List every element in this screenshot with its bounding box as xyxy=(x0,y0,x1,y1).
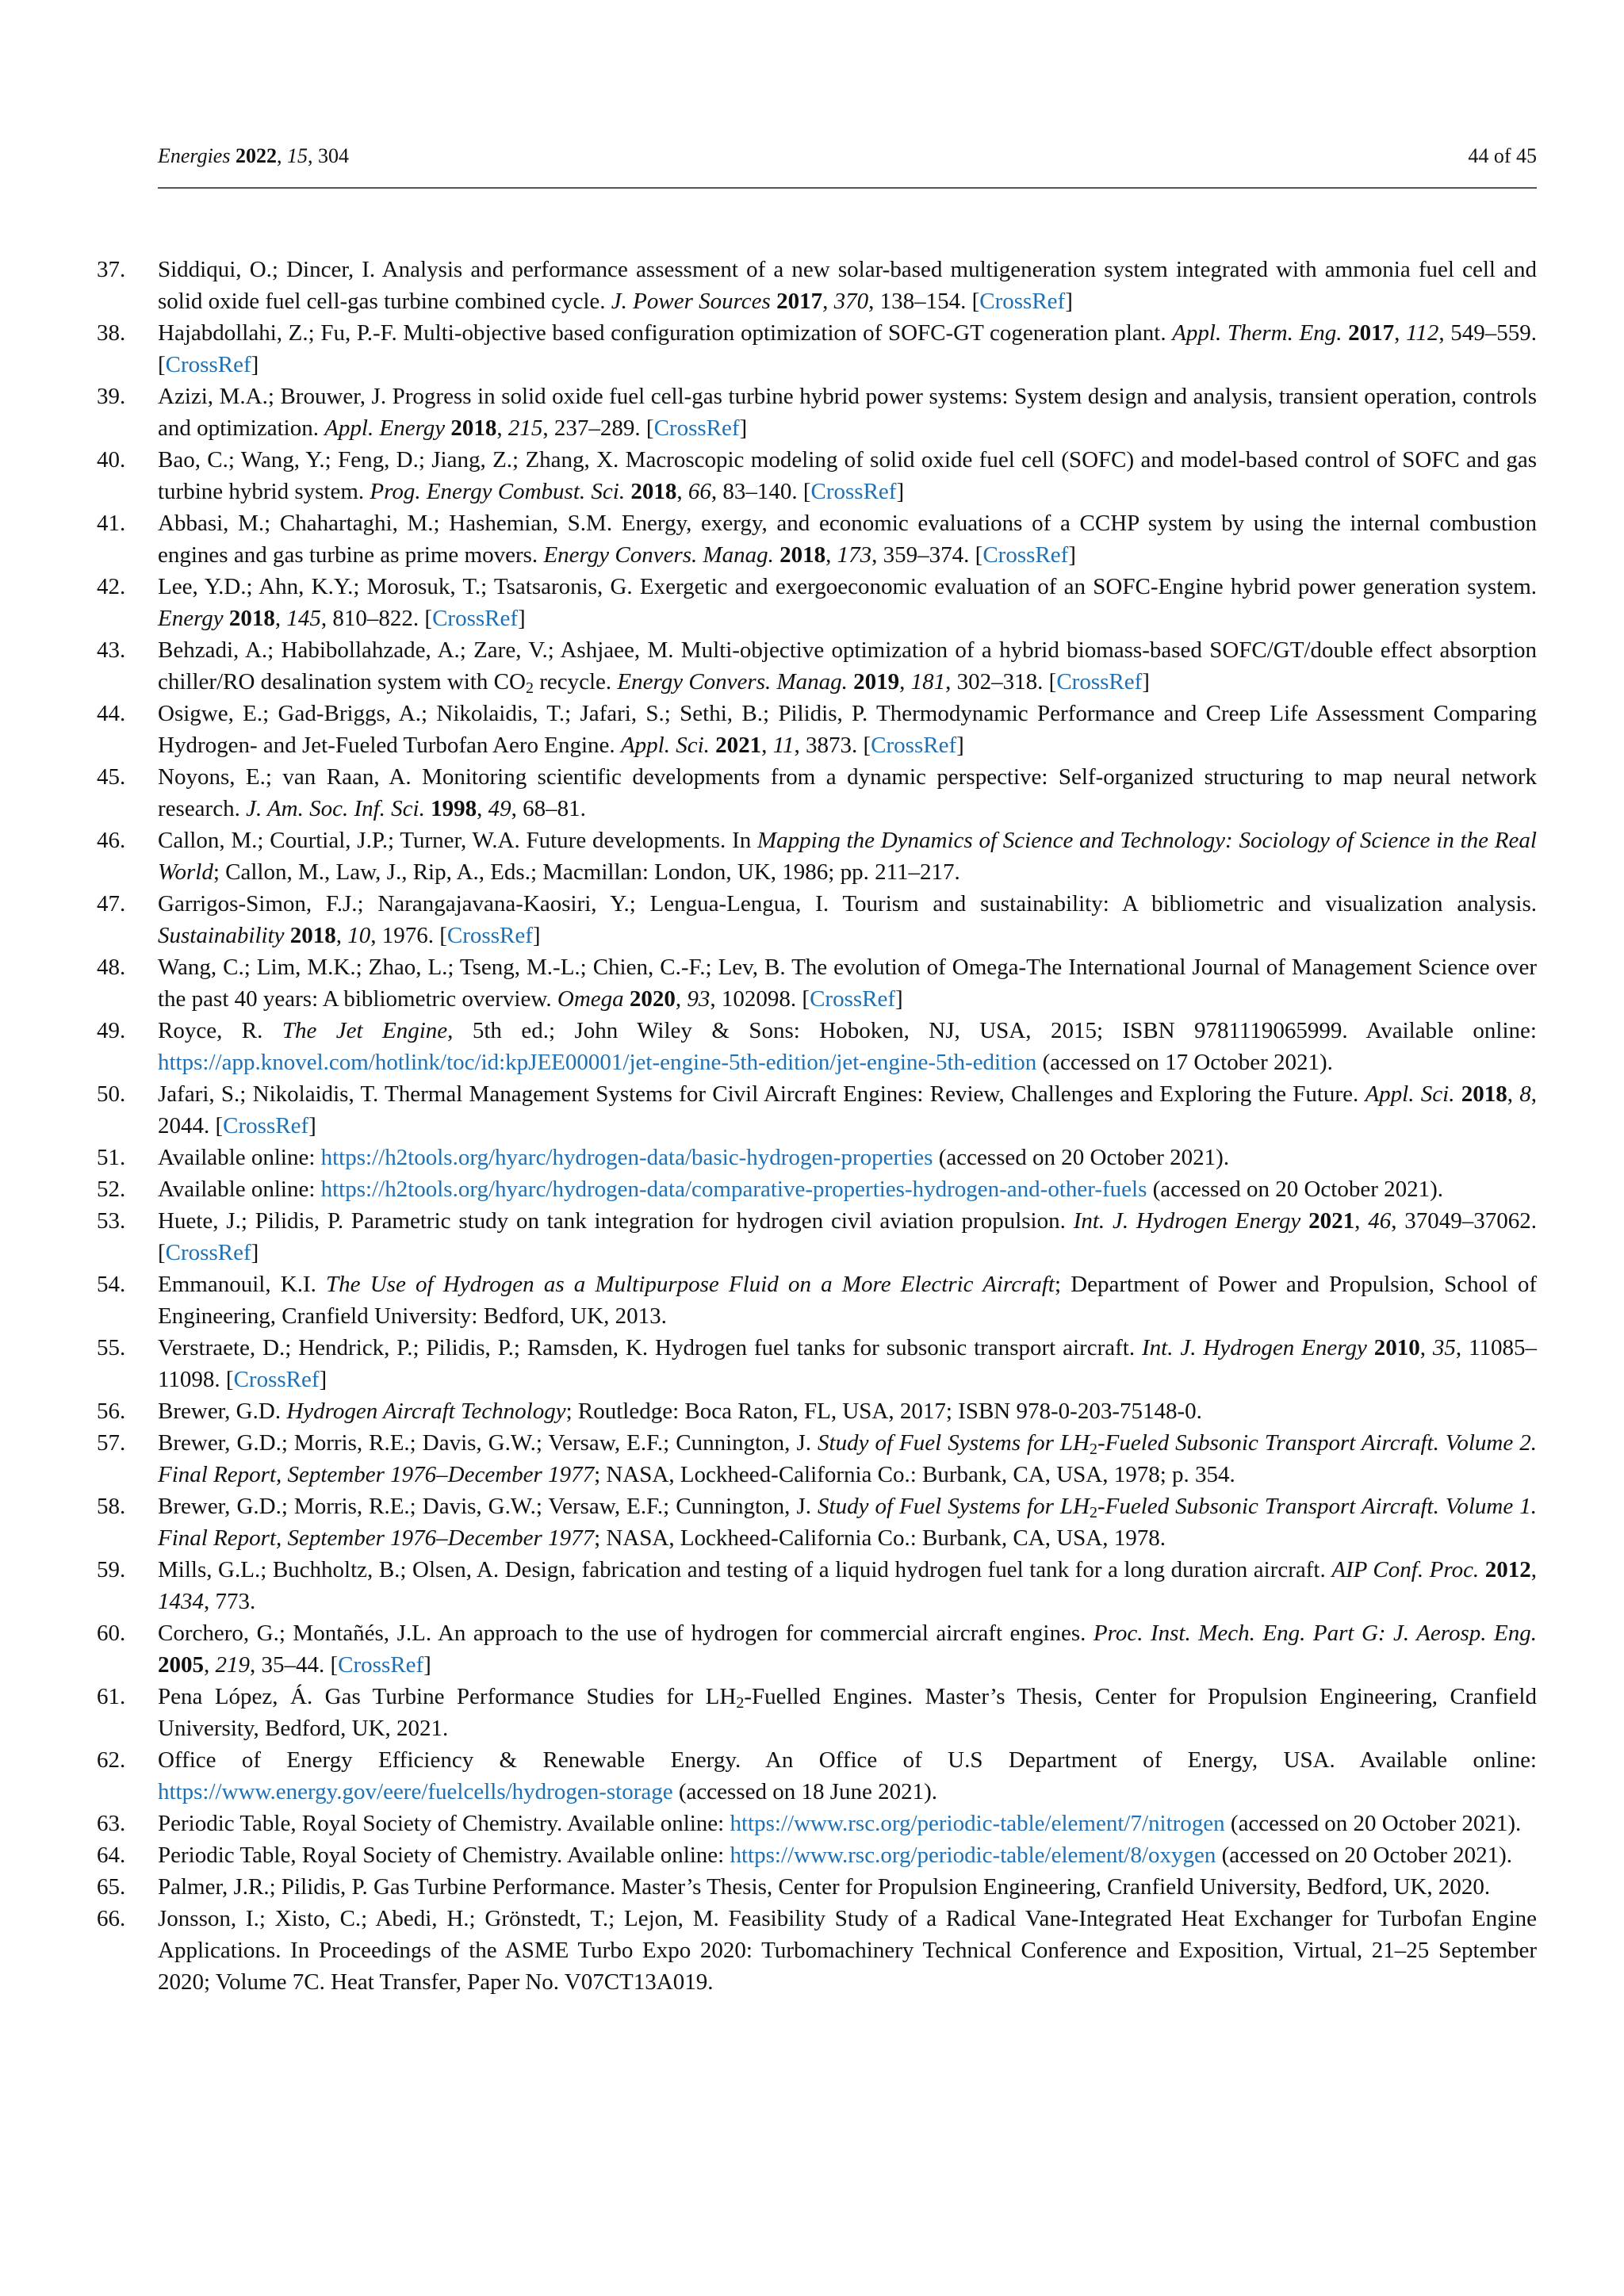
text-run: , 37049–37062. [ xyxy=(158,1208,1538,1265)
reference-text xyxy=(158,888,1537,951)
text-run: ; Department of Power and Propulsion, School of Engineering, Cranfield University: Bedford, UK, 2013. xyxy=(158,1272,1537,1329)
reference-text xyxy=(158,1173,1537,1205)
italic-text: 49 xyxy=(488,796,511,821)
text-run xyxy=(224,606,229,631)
subscript: 2 xyxy=(736,1694,745,1712)
text-run: Lee, Y.D.; Ahn, K.Y.; Morosuk, T.; Tsatsaronis, G. Exergetic and exergoeconomic evaluation of an SOFC-Engine hybrid power generation system. xyxy=(158,574,1537,599)
reference-text xyxy=(158,951,1537,1015)
italic-text: 145 xyxy=(286,606,321,631)
italic-text: 66 xyxy=(688,479,711,504)
crossref-link[interactable]: CrossRef xyxy=(653,415,740,441)
italic-text: Omega xyxy=(557,986,624,1012)
reference-item xyxy=(97,1681,1537,1744)
reference-number: 61. xyxy=(97,1684,126,1709)
url-link[interactable]: https://www.rsc.org/periodic-table/element/8/oxygen xyxy=(730,1843,1216,1868)
reference-number: 58. xyxy=(97,1494,126,1519)
text-run: Verstraete, D.; Hendrick, P.; Pilidis, P.; Ramsden, K. Hydrogen fuel tanks for subsonic transport aircraft. xyxy=(158,1335,1142,1360)
text-run: , 102098. [ xyxy=(710,986,810,1012)
reference-number: 55. xyxy=(97,1335,126,1360)
reference-text xyxy=(158,761,1537,825)
url-link[interactable]: https://h2tools.org/hyarc/hydrogen-data/basic-hydrogen-properties xyxy=(320,1145,933,1170)
italic-text: Appl. Sci. xyxy=(1365,1081,1455,1107)
text-run: recycle. xyxy=(533,669,618,695)
text-run: , 68–81. xyxy=(511,796,586,821)
text-run: ] xyxy=(319,1367,327,1392)
crossref-link[interactable]: CrossRef xyxy=(1056,669,1143,695)
reference-item xyxy=(97,1078,1537,1142)
italic-text: The Use of Hydrogen as a Multipurpose Fluid on a More Electric Aircraft xyxy=(326,1272,1055,1297)
reference-item xyxy=(97,1332,1537,1395)
reference-text xyxy=(158,1427,1537,1490)
header-rule xyxy=(158,187,1537,189)
text-run: Callon, M.; Courtial, J.P.; Turner, W.A. Future developments. In xyxy=(158,828,758,853)
text-run: , xyxy=(825,542,837,568)
reference-number: 47. xyxy=(97,891,126,916)
italic-text: 370 xyxy=(833,289,869,314)
reference-text xyxy=(158,1142,1537,1173)
text-run xyxy=(1367,1335,1374,1360)
reference-number: 56. xyxy=(97,1399,126,1424)
crossref-link[interactable]: CrossRef xyxy=(871,733,957,758)
reference-list xyxy=(97,254,1537,1998)
text-run: Osigwe, E.; Gad-Briggs, A.; Nikolaidis, T.; Jafari, S.; Sethi, B.; Pilidis, P. Thermodynamic Performance and Creep Life Assessment Comparing Hydrogen- and Jet-Fueled Turbofan Aero Engine. xyxy=(158,701,1537,758)
reference-text xyxy=(158,381,1537,444)
italic-text: Appl. Energy xyxy=(324,415,446,441)
reference-item xyxy=(97,698,1537,761)
text-run: Available online: xyxy=(158,1145,321,1170)
text-run: , 35–44. [ xyxy=(250,1652,339,1678)
url-link[interactable]: https://h2tools.org/hyarc/hydrogen-data/comparative-properties-hydrogen-and-other-fuels xyxy=(320,1177,1147,1202)
text-run: Brewer, G.D. xyxy=(158,1399,287,1424)
italic-text: Study of Fuel Systems for LH xyxy=(818,1494,1090,1519)
text-run xyxy=(1479,1557,1485,1582)
text-run: , 11085–11098. [ xyxy=(158,1335,1537,1392)
reference-text xyxy=(158,825,1537,888)
reference-number: 53. xyxy=(97,1208,126,1234)
reference-text xyxy=(158,317,1537,381)
reference-item xyxy=(97,1903,1537,1998)
text-run: ] xyxy=(739,415,748,441)
bold-text: 2018 xyxy=(228,606,275,631)
bold-text: 2017 xyxy=(776,289,823,314)
text-run xyxy=(1342,320,1348,346)
bold-text: 2020 xyxy=(629,986,676,1012)
text-run: , xyxy=(1507,1081,1520,1107)
page-header xyxy=(158,143,1537,187)
italic-text: Mapping the Dynamics of Science and Technology: Sociology of Science in the Real World xyxy=(158,828,1537,885)
text-run: , xyxy=(1354,1208,1369,1234)
text-run: Huete, J.; Pilidis, P. Parametric study on tank integration for hydrogen civil aviation propulsion. xyxy=(158,1208,1074,1234)
reference-item xyxy=(97,507,1537,571)
text-run: , 3873. [ xyxy=(794,733,871,758)
reference-item xyxy=(97,1839,1537,1871)
italic-text: Proc. Inst. Mech. Eng. Part G: J. Aerosp. Eng. xyxy=(1093,1621,1537,1646)
bold-text: 2005 xyxy=(158,1652,204,1678)
italic-text: 10 xyxy=(347,923,371,948)
text-run: (accessed on 20 October 2021). xyxy=(1216,1843,1513,1868)
bold-text: 2018 xyxy=(1461,1081,1507,1107)
text-run: (accessed on 20 October 2021). xyxy=(933,1145,1230,1170)
subscript: 2 xyxy=(525,679,534,697)
journal-year: 2022 xyxy=(235,144,277,167)
text-run: Royce, R. xyxy=(158,1018,282,1043)
text-run: Behzadi, A.; Habibollahzade, A.; Zare, V.; Ashjaee, M. Multi-objective optimization of a hybrid biomass-based SOFC/GT/double effect absorption chiller/RO desalination system with CO xyxy=(158,637,1537,695)
italic-text: AIP Conf. Proc. xyxy=(1331,1557,1480,1582)
italic-text: Study of Fuel Systems for LH xyxy=(818,1430,1090,1456)
text-run: , xyxy=(761,733,773,758)
italic-text: Int. J. Hydrogen Energy xyxy=(1141,1335,1367,1360)
text-run: ] xyxy=(896,479,905,504)
reference-number: 51. xyxy=(97,1145,126,1170)
crossref-link[interactable]: CrossRef xyxy=(223,1113,309,1138)
reference-item xyxy=(97,1205,1537,1269)
text-run: , xyxy=(496,415,508,441)
crossref-link[interactable]: CrossRef xyxy=(432,606,519,631)
italic-text: J. Am. Soc. Inf. Sci. xyxy=(246,796,425,821)
text-run: , xyxy=(274,606,287,631)
reference-number: 52. xyxy=(97,1177,126,1202)
italic-text: 112 xyxy=(1406,320,1439,346)
url-link[interactable]: https://app.knovel.com/hotlink/toc/id:kpJEE00001/jet-engine-5th-edition/jet-engine-5th-edition xyxy=(158,1050,1037,1075)
journal-citation: Energies 2022, 15, 304 xyxy=(158,144,349,167)
reference-item xyxy=(97,634,1537,698)
journal-volume: 15 xyxy=(286,144,308,167)
reference-text xyxy=(158,507,1537,571)
reference-item xyxy=(97,1269,1537,1332)
reference-item xyxy=(97,888,1537,951)
reference-item xyxy=(97,1744,1537,1808)
reference-text xyxy=(158,1744,1537,1808)
bold-text: 2021 xyxy=(715,733,762,758)
text-run: ; Callon, M., Law, J., Rip, A., Eds.; Macmillan: London, UK, 1986; pp. 211–217. xyxy=(213,859,960,885)
text-run: , xyxy=(204,1652,216,1678)
italic-text: Energy xyxy=(158,606,224,631)
reference-text xyxy=(158,1617,1537,1681)
text-run: , xyxy=(675,986,688,1012)
text-run: ] xyxy=(532,923,541,948)
text-run: , 302–318. [ xyxy=(945,669,1057,695)
bold-text: 2018 xyxy=(779,542,826,568)
reference-number: 43. xyxy=(97,637,126,663)
text-run: (accessed on 20 October 2021). xyxy=(1224,1811,1522,1836)
crossref-link[interactable]: CrossRef xyxy=(165,1240,251,1265)
crossref-link[interactable]: CrossRef xyxy=(338,1652,424,1678)
crossref-link[interactable]: CrossRef xyxy=(810,986,896,1012)
reference-number: 54. xyxy=(97,1272,126,1297)
text-run: , 773. xyxy=(204,1589,256,1614)
reference-text xyxy=(158,1332,1537,1395)
reference-item xyxy=(97,1871,1537,1903)
text-run: Siddiqui, O.; Dincer, I. Analysis and performance assessment of a new solar-based multigeneration system integrated with ammonia fuel cell and solid oxide fuel cell-gas turbine combined cycle. xyxy=(158,257,1537,314)
text-run: Mills, G.L.; Buchholtz, B.; Olsen, A. Design, fabrication and testing of a liquid hydrogen fuel tank for a long duration aircraft. xyxy=(158,1557,1332,1582)
bold-text: 2019 xyxy=(853,669,900,695)
reference-item xyxy=(97,254,1537,317)
text-run: ; NASA, Lockheed-California Co.: Burbank, CA, USA, 1978; p. 354. xyxy=(594,1462,1235,1487)
italic-text: 46 xyxy=(1368,1208,1392,1234)
italic-text: Hydrogen Aircraft Technology xyxy=(286,1399,566,1424)
reference-number: 41. xyxy=(97,511,126,536)
text-run: , xyxy=(335,923,348,948)
reference-number: 63. xyxy=(97,1811,126,1836)
reference-item xyxy=(97,1490,1537,1554)
reference-item xyxy=(97,1142,1537,1173)
italic-text: 181 xyxy=(910,669,946,695)
reference-number: 60. xyxy=(97,1621,126,1646)
reference-item xyxy=(97,951,1537,1015)
text-run: Hajabdollahi, Z.; Fu, P.-F. Multi-objective based configuration optimization of SOFC-GT cogeneration plant. xyxy=(158,320,1173,346)
reference-text xyxy=(158,1554,1537,1617)
text-run: ] xyxy=(251,352,259,377)
italic-text: Energy Convers. Manag. xyxy=(543,542,774,568)
text-run: , xyxy=(1530,1557,1537,1582)
bold-text: 2018 xyxy=(630,479,677,504)
text-run: ; Routledge: Boca Raton, FL, USA, 2017; ISBN 978-0-203-75148-0. xyxy=(565,1399,1202,1424)
bold-text: 2012 xyxy=(1484,1557,1531,1582)
text-run: ] xyxy=(251,1240,259,1265)
text-run: Palmer, J.R.; Pilidis, P. Gas Turbine Performance. Master’s Thesis, Center for Propulsion Engineering, Cranfield University, Bedford, UK, 2020. xyxy=(158,1874,1491,1900)
reference-item xyxy=(97,444,1537,507)
italic-text: Prog. Energy Combust. Sci. xyxy=(370,479,626,504)
text-run: , xyxy=(676,479,688,504)
bold-text: 2021 xyxy=(1308,1208,1355,1234)
text-run: Available online: xyxy=(158,1177,321,1202)
bold-text: 2018 xyxy=(450,415,497,441)
reference-item xyxy=(97,1427,1537,1490)
reference-item xyxy=(97,381,1537,444)
text-run: Emmanouil, K.I. xyxy=(158,1272,327,1297)
italic-text: Int. J. Hydrogen Energy xyxy=(1073,1208,1301,1234)
reference-text xyxy=(158,1395,1537,1427)
reference-number: 62. xyxy=(97,1747,126,1773)
reference-text xyxy=(158,444,1537,507)
text-run: Garrigos-Simon, F.J.; Narangajavana-Kaosiri, Y.; Lengua-Lengua, I. Tourism and sustainability: A bibliometric and visualization analysis. xyxy=(158,891,1537,916)
reference-item xyxy=(97,1173,1537,1205)
reference-number: 50. xyxy=(97,1081,126,1107)
text-run xyxy=(1300,1208,1308,1234)
reference-number: 46. xyxy=(97,828,126,853)
italic-text: Energy Convers. Manag. xyxy=(617,669,848,695)
italic-text: 11 xyxy=(772,733,795,758)
text-run: Wang, C.; Lim, M.K.; Zhao, L.; Tseng, M.-L.; Chien, C.-F.; Lev, B. The evolution of Omega-The International Journal of Management Science over the past 40 years: A bibliometric overview. xyxy=(158,955,1537,1012)
italic-text: -Fueled Subsonic Transport Aircraft. Volume 2. Final Report, September 1976–December 1977 xyxy=(158,1430,1537,1487)
reference-item xyxy=(97,1617,1537,1681)
reference-number: 57. xyxy=(97,1430,126,1456)
italic-text: J. Power Sources xyxy=(611,289,771,314)
article-number: 304 xyxy=(317,144,349,167)
text-run: , 810–822. [ xyxy=(320,606,433,631)
bold-text: 1998 xyxy=(431,796,477,821)
text-run: Brewer, G.D.; Morris, R.E.; Davis, G.W.; Versaw, E.F.; Cunnington, J. xyxy=(158,1494,818,1519)
url-link[interactable]: https://www.rsc.org/periodic-table/element/7/nitrogen xyxy=(730,1811,1225,1836)
page-number: 44 of 45 xyxy=(1468,144,1537,167)
reference-text xyxy=(158,634,1537,698)
subscript: 2 xyxy=(1089,1441,1097,1458)
crossref-link[interactable]: CrossRef xyxy=(982,542,1069,568)
text-run: Pena López, Á. Gas Turbine Performance Studies for LH xyxy=(158,1684,737,1709)
text-run: Periodic Table, Royal Society of Chemistry. Available online: xyxy=(158,1811,730,1836)
italic-text: 1434 xyxy=(158,1589,204,1614)
text-run: , 5th ed.; John Wiley & Sons: Hoboken, NJ, USA, 2015; ISBN 9781119065999. Available online: xyxy=(447,1018,1537,1043)
reference-text xyxy=(158,1903,1537,1998)
reference-number: 42. xyxy=(97,574,126,599)
text-run: Corchero, G.; Montañés, J.L. An approach to the use of hydrogen for commercial aircraft engines. xyxy=(158,1621,1094,1646)
crossref-link[interactable]: CrossRef xyxy=(165,352,251,377)
text-run: ; NASA, Lockheed-California Co.: Burbank, CA, USA, 1978. xyxy=(594,1525,1166,1551)
text-run: , 83–140. [ xyxy=(710,479,811,504)
subscript: 2 xyxy=(1089,1504,1097,1521)
text-run xyxy=(1454,1081,1461,1107)
text-run: Noyons, E.; van Raan, A. Monitoring scientific developments from a dynamic perspective: Self-organized structuring to map neural network research. xyxy=(158,764,1537,821)
text-run: , 359–374. [ xyxy=(871,542,983,568)
reference-text xyxy=(158,1205,1537,1269)
crossref-link[interactable]: CrossRef xyxy=(233,1367,320,1392)
bold-text: 2018 xyxy=(289,923,336,948)
reference-number: 38. xyxy=(97,320,126,346)
reference-text xyxy=(158,1078,1537,1142)
text-run: , 237–289. [ xyxy=(542,415,654,441)
reference-text xyxy=(158,1871,1537,1903)
text-run: Jafari, S.; Nikolaidis, T. Thermal Management Systems for Civil Aircraft Engines: Review, Challenges and Exploring the Future. xyxy=(158,1081,1365,1107)
reference-text xyxy=(158,1808,1537,1839)
italic-text: Appl. Sci. xyxy=(620,733,710,758)
italic-text: 8 xyxy=(1519,1081,1531,1107)
reference-number: 40. xyxy=(97,447,126,473)
reference-item xyxy=(97,317,1537,381)
text-run: Periodic Table, Royal Society of Chemistry. Available online: xyxy=(158,1843,730,1868)
italic-text: 173 xyxy=(837,542,872,568)
reference-item xyxy=(97,1015,1537,1078)
reference-number: 44. xyxy=(97,701,126,726)
text-run: , xyxy=(1419,1335,1433,1360)
text-run: -Fuelled Engines. Master’s Thesis, Center for Propulsion Engineering, Cranfield University, Bedford, UK, 2021. xyxy=(158,1684,1537,1741)
crossref-link[interactable]: CrossRef xyxy=(446,923,533,948)
reference-item xyxy=(97,571,1537,634)
bold-text: 2010 xyxy=(1373,1335,1420,1360)
text-run: ] xyxy=(1065,289,1073,314)
reference-item xyxy=(97,1808,1537,1839)
text-run: ] xyxy=(1068,542,1076,568)
reference-number: 65. xyxy=(97,1874,126,1900)
text-run xyxy=(624,986,630,1012)
text-run: Jonsson, I.; Xisto, C.; Abedi, H.; Grönstedt, T.; Lejon, M. Feasibility Study of a Radical Vane-Integrated Heat Exchanger for Turbofan Engine Applications. In Proceedings of the ASME Turbo Expo 2020: Turbomachinery Technical Conference and Exposition, Virtual, 21–25 September 2020; Volume 7C. Heat Transfer, Paper No. V07CT13A019. xyxy=(158,1906,1537,1995)
reference-text xyxy=(158,254,1537,317)
reference-number: 45. xyxy=(97,764,126,790)
text-run: , xyxy=(477,796,488,821)
text-run: ] xyxy=(1142,669,1150,695)
reference-number: 66. xyxy=(97,1906,126,1931)
text-run: , xyxy=(822,289,834,314)
bold-text: 2017 xyxy=(1348,320,1395,346)
italic-text: Appl. Therm. Eng. xyxy=(1172,320,1342,346)
italic-text: 93 xyxy=(687,986,710,1012)
text-run: Bao, C.; Wang, Y.; Feng, D.; Jiang, Z.; Zhang, X. Macroscopic modeling of solid oxide fuel cell (SOFC) and model-based control of SOFC and gas turbine hybrid system. xyxy=(158,447,1537,504)
text-run: , xyxy=(1394,320,1406,346)
reference-item xyxy=(97,1554,1537,1617)
reference-number: 39. xyxy=(97,384,126,409)
reference-text xyxy=(158,1839,1537,1871)
text-run: , 549–559. [ xyxy=(158,320,1537,377)
text-run: (accessed on 18 June 2021). xyxy=(672,1779,938,1804)
reference-item xyxy=(97,1395,1537,1427)
reference-text xyxy=(158,571,1537,634)
text-run: (accessed on 17 October 2021). xyxy=(1036,1050,1333,1075)
url-link[interactable]: https://www.energy.gov/eere/fuelcells/hydrogen-storage xyxy=(158,1779,673,1804)
reference-text xyxy=(158,1015,1537,1078)
text-run: , 138–154. [ xyxy=(868,289,980,314)
reference-text xyxy=(158,1681,1537,1744)
reference-text xyxy=(158,1490,1537,1554)
italic-text: 215 xyxy=(508,415,543,441)
text-run: , xyxy=(899,669,911,695)
text-run: Abbasi, M.; Chahartaghi, M.; Hashemian, S.M. Energy, exergy, and economic evaluations of a CCHP system by using the internal combustion engines and gas turbine as prime movers. xyxy=(158,511,1537,568)
reference-number: 59. xyxy=(97,1557,126,1582)
reference-number: 64. xyxy=(97,1843,126,1868)
text-run: ] xyxy=(956,733,964,758)
reference-item xyxy=(97,761,1537,825)
text-run: Azizi, M.A.; Brouwer, J. Progress in solid oxide fuel cell-gas turbine hybrid power systems: System design and analysis, transient operation, controls and optimization. xyxy=(158,384,1537,441)
text-run xyxy=(771,289,776,314)
text-run: (accessed on 20 October 2021). xyxy=(1147,1177,1444,1202)
text-run: ] xyxy=(895,986,903,1012)
italic-text: The Jet Engine xyxy=(282,1018,448,1043)
crossref-link[interactable]: CrossRef xyxy=(810,479,897,504)
text-run xyxy=(285,923,290,948)
text-run: ] xyxy=(423,1652,431,1678)
reference-number: 37. xyxy=(97,257,126,282)
crossref-link[interactable]: CrossRef xyxy=(979,289,1066,314)
reference-item xyxy=(97,825,1537,888)
reference-text xyxy=(158,698,1537,761)
text-run: ] xyxy=(308,1113,316,1138)
text-run: Office of Energy Efficiency & Renewable Energy. An Office of U.S Department of Energy, USA. Available online: xyxy=(158,1747,1537,1773)
text-run: ] xyxy=(518,606,526,631)
italic-text: 35 xyxy=(1432,1335,1456,1360)
italic-text: Sustainability xyxy=(158,923,285,948)
text-run: , 1976. [ xyxy=(370,923,447,948)
italic-text: -Fueled Subsonic Transport Aircraft. Volume 1. Final Report, September 1976–December 1977 xyxy=(158,1494,1537,1551)
italic-text: 219 xyxy=(215,1652,250,1678)
reference-number: 49. xyxy=(97,1018,126,1043)
reference-text xyxy=(158,1269,1537,1332)
reference-number: 48. xyxy=(97,955,126,980)
journal-name: Energies xyxy=(158,144,231,167)
text-run: , 2044. [ xyxy=(158,1081,1538,1138)
text-run: Brewer, G.D.; Morris, R.E.; Davis, G.W.; Versaw, E.F.; Cunnington, J. xyxy=(158,1430,818,1456)
